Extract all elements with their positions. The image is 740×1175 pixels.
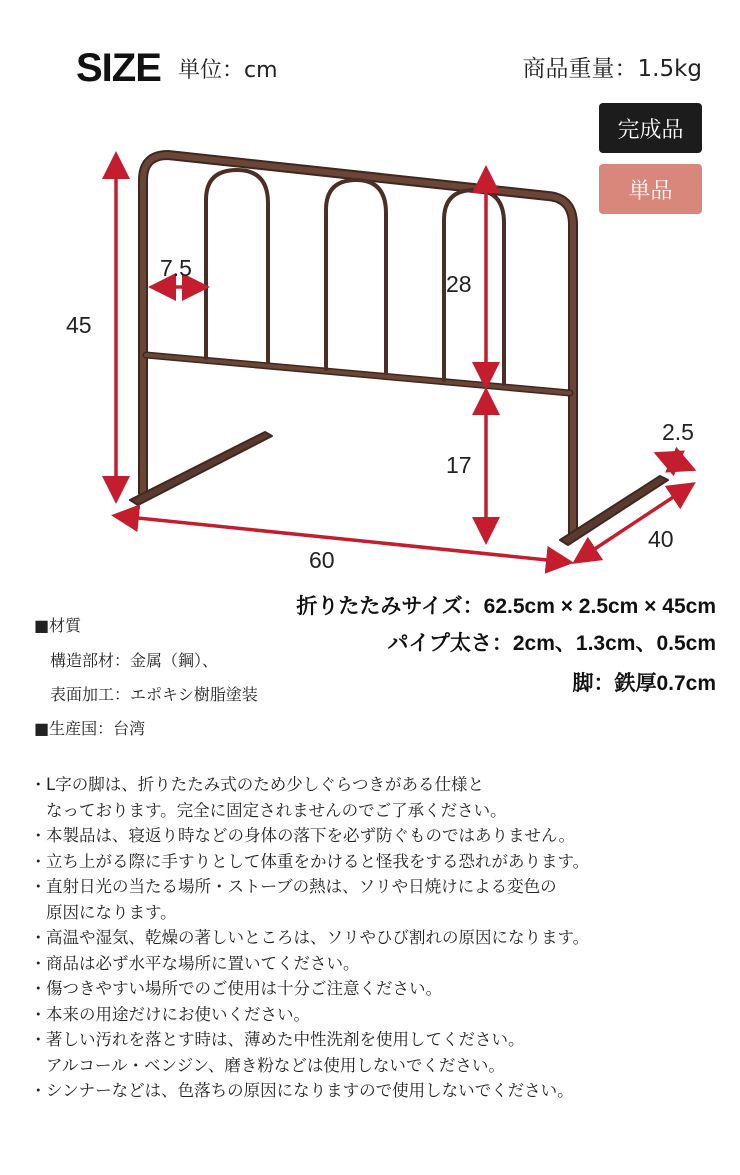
bullet: ・ xyxy=(30,1030,47,1049)
unit-label: 単位：cm xyxy=(178,58,278,83)
bullet: ・ xyxy=(30,1081,47,1100)
note-line: 傷つきやすい場所でのご使用は十分ご注意ください。 xyxy=(46,979,442,998)
note-item xyxy=(30,1078,730,1104)
material-structure: 構造部材：金属（鋼）、 xyxy=(50,651,219,670)
note-item xyxy=(30,1002,730,1028)
material-finish: 表面加工：エポキシ樹脂塗装 xyxy=(50,685,258,704)
size-title: SIZE xyxy=(76,46,161,90)
bed-guard-frame xyxy=(130,155,668,545)
frame-arch-2 xyxy=(326,180,386,373)
note-line: 本製品は、寝返り時などの身体の落下を必ず防ぐものではありません。 xyxy=(46,826,575,845)
caution-notes xyxy=(30,772,730,1104)
note-item xyxy=(30,772,730,823)
dim-label-leg: 2.5 xyxy=(662,419,694,445)
note-line: 直射日光の当たる場所・ストーブの熱は、ソリや日焼けによる変色の xyxy=(46,877,557,896)
dim-label-upper: 28 xyxy=(446,271,472,297)
dim-label-depth: 40 xyxy=(648,526,674,552)
note-line: 商品は必ず水平な場所に置いてください。 xyxy=(46,953,360,973)
pipe-thickness-spec: パイプ太さ：2cm、1.3cm、0.5cm xyxy=(387,632,716,655)
frame-arch-1 xyxy=(206,170,268,362)
note-item xyxy=(30,951,730,977)
bullet: ・ xyxy=(30,826,47,845)
dim-arrow-leg xyxy=(660,455,690,468)
note-line: 原因になります。 xyxy=(46,902,177,922)
country-of-origin: ■生産国：台湾 xyxy=(34,719,146,738)
leg-spec: 脚：鉄厚0.7cm xyxy=(572,672,716,695)
dim-label-spacing: 7.5 xyxy=(160,255,192,281)
note-line: 著しい汚れを落とす時は、薄めた中性洗剤を使用してください。 xyxy=(46,1030,525,1049)
bullet: ・ xyxy=(30,979,47,998)
dim-label-height: 45 xyxy=(66,312,92,338)
bullet: ・ xyxy=(30,1004,47,1024)
bullet: ・ xyxy=(30,877,47,896)
dim-label-width: 60 xyxy=(309,547,335,573)
dim-label-lower: 17 xyxy=(446,452,472,478)
single-unit-badge: 単品 xyxy=(599,164,702,214)
note-line: アルコール・ベンジン、磨き粉などは使用しないでください。 xyxy=(46,1055,505,1075)
note-item xyxy=(30,823,730,849)
note-line: 高温や湿気、乾燥の著しいところは、ソリやひび割れの原因になります。 xyxy=(46,928,590,947)
note-line: 本来の用途だけにお使いください。 xyxy=(46,1004,310,1024)
note-line: なっております。完全に固定されませんのでご了承ください。 xyxy=(46,800,507,820)
note-line: L字の脚は、折りたたみ式のため少しぐらつきがある仕様と xyxy=(46,775,485,794)
note-item xyxy=(30,874,730,925)
note-line: シンナーなどは、色落ちの原因になりますので使用しないでください。 xyxy=(46,1081,574,1100)
bullet: ・ xyxy=(30,851,47,871)
note-item xyxy=(30,1027,730,1078)
dim-arrow-width xyxy=(118,516,567,562)
frame-leg-left xyxy=(130,432,272,505)
note-item xyxy=(30,925,730,951)
bullet: ・ xyxy=(30,928,47,947)
bed-guard-diagram xyxy=(0,140,740,585)
assembled-badge: 完成品 xyxy=(599,103,702,153)
bullet: ・ xyxy=(30,953,47,973)
material-header: ■材質 xyxy=(34,616,82,635)
note-line: 立ち上がる際に手すりとして体重をかけると怪我をする恐れがあります。 xyxy=(46,851,590,871)
weight-label: 商品重量：1.5kg xyxy=(522,56,702,82)
note-item xyxy=(30,849,730,875)
bullet: ・ xyxy=(30,775,47,794)
note-item xyxy=(30,976,730,1002)
folded-size-spec: 折りたたみサイズ：62.5cm × 2.5cm × 45cm xyxy=(296,595,716,618)
